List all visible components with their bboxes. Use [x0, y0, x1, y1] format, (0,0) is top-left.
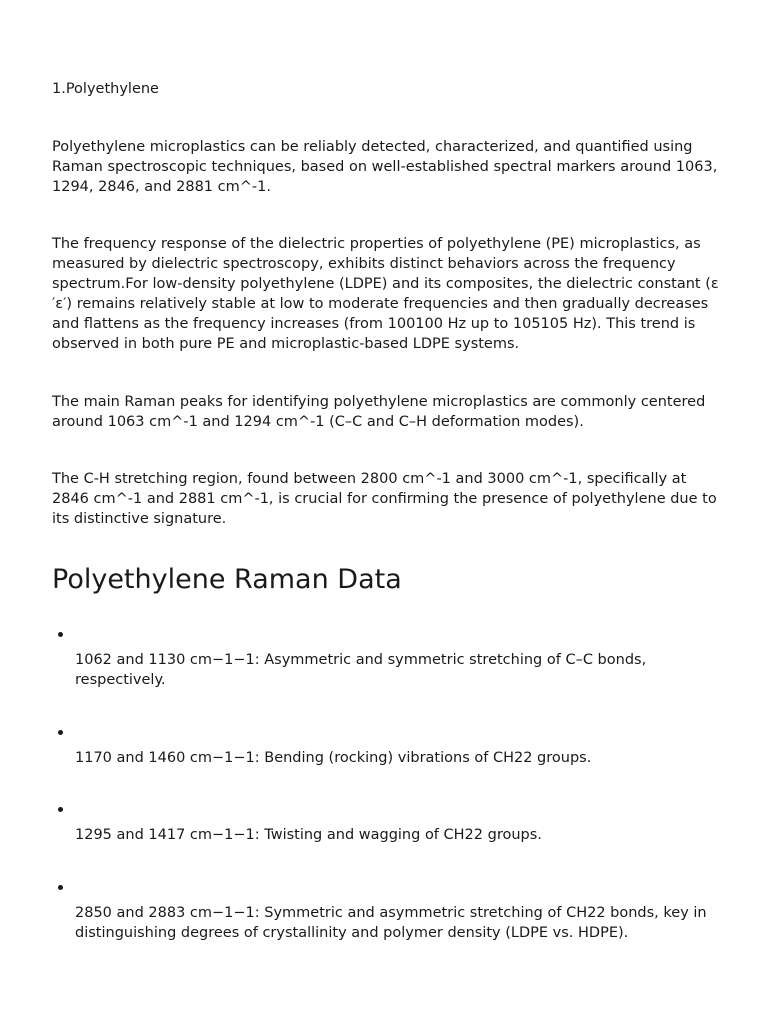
bullet-icon [58, 807, 63, 812]
list-item-text: 2850 and 2883 cm−1−1: Symmetric and asymmetric stretching of CH22 bonds, key in distinguishing degrees of crystallinity and polymer density (LDPE vs. HDPE). [75, 905, 707, 941]
list-item-text: 1295 and 1417 cm−1−1: Twisting and wagging of CH22 groups. [75, 827, 542, 843]
paragraph-ch-stretching: The C-H stretching region, found between 2800 cm^-1 and 3000 cm^-1, specifically at 2846 cm^-1 and 2881 cm^-1, is crucial for confirming the presence of polyethylene due to its distinctive signature. [52, 471, 717, 527]
list-item-text: 1170 and 1460 cm−1−1: Bending (rocking) vibrations of CH22 groups. [75, 750, 592, 766]
paragraph-raman-detection: Polyethylene microplastics can be reliably detected, characterized, and quantified using Raman spectroscopic techniques, based on well-established spectral markers around 1063, 1294, 2846, and 2881 cm^-1. [52, 139, 718, 195]
bullet-icon [58, 885, 63, 890]
section-heading: Polyethylene Raman Data [52, 564, 402, 595]
paragraph-dielectric-response: The frequency response of the dielectric properties of polyethylene (PE) microplastics, as measured by dielectric spectroscopy, exhibits distinct behaviors across the frequency spectrum.For low-density polyethylene (LDPE) and its composites, the dielectric constant (ε ′ε′) remains relatively stable at low to moderate frequencies and then gradually decreases and flattens as the frequency increases (from 100100 Hz up to 105105 Hz). This trend is observed in both pure PE and microplastic-based LDPE systems. [52, 236, 719, 352]
paragraph-main-raman-peaks: The main Raman peaks for identifying polyethylene microplastics are commonly centered around 1063 cm^-1 and 1294 cm^-1 (C–C and C–H deformation modes). [52, 394, 706, 430]
bullet-icon [58, 730, 63, 735]
bullet-icon [58, 632, 63, 637]
section-label: 1.Polyethylene [52, 81, 159, 97]
list-item-text: 1062 and 1130 cm−1−1: Asymmetric and symmetric stretching of C–C bonds, respectively. [75, 652, 647, 688]
